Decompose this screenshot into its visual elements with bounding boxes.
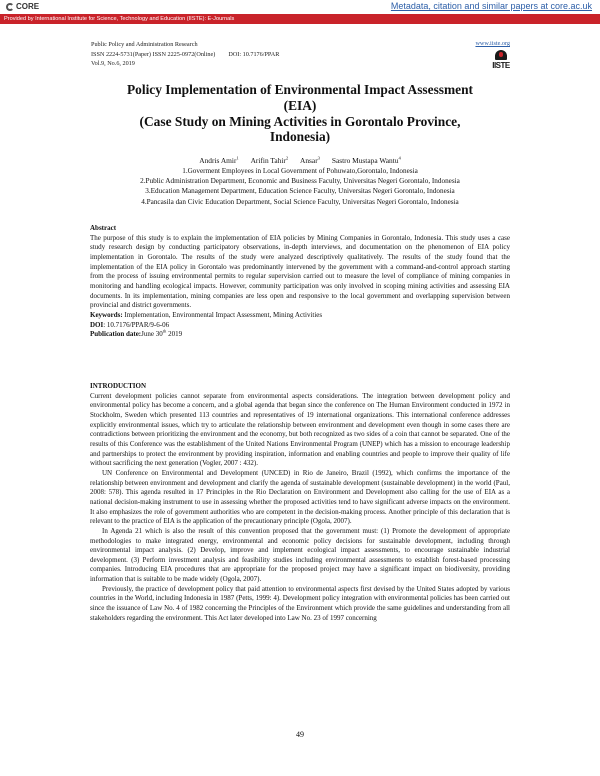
abstract-heading: Abstract [90, 224, 117, 232]
affiliation: 1.Goverment Employees in Local Government of Pohuwato,Gorontalo, Indonesia [182, 167, 418, 175]
iiste-url-link[interactable]: www.iiste.org [475, 40, 510, 47]
affiliation: 2.Public Administration Department, Economic and Business Faculty, Universitas Negeri Gorontalo, Indonesia [140, 177, 460, 186]
publication-date-year: 2019 [166, 330, 183, 339]
publication-date-label: Publication date: [90, 330, 142, 339]
affiliation-list [60, 166, 540, 207]
author: Andris Amir$^1$ [199, 155, 239, 165]
author-list [90, 156, 510, 166]
iiste-logo [492, 50, 510, 72]
page-number: 49 [296, 730, 304, 739]
author: Ansar$^3$ [300, 155, 320, 165]
body-paragraph: In Agenda 21 which is also the result of this convention proposed that the government must: (1) Promote the development of appropriate methodologies to make integrated energy, environmental and economic policy decisions for sustainable development, including through environmental impact analysis. (2) Develop, improve and implement ecological impact assessments, to encourage sustainable industrial development. (3) Perform investment analysis and feasibility studies including environmental assessments to establish forest-based processing companies. Introducing EIA procedures that are appropriate for the proposed project may have a significant impact on biodiversity, providing information that is suitable to be made widely (Ogola, 2007). [90, 526, 510, 584]
body-paragraph: Previously, the practice of development policy that paid attention to environmental aspects first devised by the United States adopted by various countries in the World, including Indonesia in 1987 (Petts, 1999: 4). Development policy integration with environmental policies has been carried out since the issuance of Law No. 4 of 1982 concerning the Principles of the Environment which provide the same guidelines and understanding from all stakeholders regarding the environment. This Act later developed into Law No. 23 of 1997 concerning [90, 584, 510, 622]
doi-label: DOI [90, 320, 104, 329]
journal-issn-line [91, 50, 279, 60]
affiliation: 4.Pancasila dan Civic Education Department, Social Science Faculty, Universitas Negeri Gorontalo, Indonesia [141, 197, 459, 206]
publication-date-suffix: th [162, 328, 167, 334]
core-logo-text: CORE [16, 2, 40, 11]
introduction-heading: INTRODUCTION [90, 382, 147, 390]
iiste-logo-icon [495, 50, 507, 60]
journal-header [91, 40, 279, 69]
journal-name: Public Policy and Administration Research [91, 41, 198, 48]
abstract-section [90, 224, 510, 340]
core-banner [0, 0, 600, 14]
abstract-text: The purpose of this study is to explain the implementation of EIA policies by Mining Companies in Gorontalo, Indonesia. This study uses a case study research design by conducting participatory observations, in-depth interviews, and documentation on the phenomenon of EIA policy implementation in Gorontalo. The results of the study were analyzed descriptively qualitatively. The results of the study found that the implementation of the EIA policy in Gorontalo was predominantly intervened by the government with a command-and-control approach starting from the process of issuing environmental permits to regular supervision carried out to measure the level of compliance of mining companies in monitoring and handling ecological impacts. However, community participation was only involved in scoping mining activities and assessing EIA documents. In its implementation, mining companies are less open and responsive to the local government and overlapping supervision between provincial and district governments. [90, 233, 510, 310]
core-logo-icon [6, 3, 14, 11]
title-line-2: (EIA) [283, 97, 317, 113]
journal-doi: DOI: 10.7176/PPAR [228, 50, 280, 58]
paper-title [80, 82, 520, 145]
provider-bar [0, 14, 600, 24]
author: Arifin Tahir$^2$ [250, 155, 289, 165]
title-line-3: (Case Study on Mining Activities in Gorontalo Province, [139, 113, 461, 129]
keywords-line [90, 311, 510, 321]
core-metadata-link[interactable]: Metadata, citation and similar papers at core.ac.uk [390, 1, 592, 11]
issn-print: ISSN 2224-5731(Paper) [91, 50, 151, 58]
title-line-1: Policy Implementation of Environmental Impact Assessment [126, 82, 474, 97]
body-paragraph: UN Conference on Environmental and Development (UNCED) in Rio de Janeiro, Brazil (1992), which confirms the importance of the relationship between environment and development and clarify the agenda of sustainable development (sustainable development) in the world (Paul, 2008: 578). This agenda resulted in 17 Principles in the Rio Declaration on Environment and Development also calling for the use of EIA as a national decision-making instrument to use in assessing whether the proposed activities tend to have significant adverse impacts on the environment. It also emphasizes the role of government authorities who are competent in the decision-making process. Another principle of this declaration that is relevant to the practice of EIA is the application of the precautionary principle (Ogola, 2007). [90, 468, 510, 526]
doi-value: : 10.7176/PPAR/9-6-06 [103, 320, 170, 329]
provider-text: Provided by International Institute for Science, Technology and Education (IISTE): E-Journals [4, 16, 235, 22]
body-paragraph: Current development policies cannot separate from environmental aspects considerations. The integration between development policy and environmental policy has become a concern, and a global agenda that began since the conference on The Human Environment conducted in 1972 in Stockholm, Sweden which presented 113 countries and representatives of 19 international organizations. This international conference addresses explicitly environmental issues, which try to articulate the relationship between environment and development even though in some cases there are contradictions between prioritizing the environment and the economy, but both recognized as two sides of a coin that cannot be separated. One of the results of this Conference was the establishment of the United Nations Environmental Program (UNEP) which has a mission to encourage leadership and partnerships to protect the environment by providing inspiration, information and enabling countries and people to improve their quality of life without sacrificing the next generation (Vogler, 2007 : 432). [90, 391, 510, 468]
publication-date-line [90, 330, 510, 340]
core-logo[interactable] [6, 2, 39, 11]
keywords-label: Keywords: [90, 310, 123, 319]
affiliation: 3.Education Management Department, Education Science Faculty, Universitas Negeri Gorontalo, Indonesia [145, 187, 455, 196]
issn-online: ISSN 2225-0972(Online) [152, 50, 216, 58]
keywords-text: Implementation, Environmental Impact Assessment, Mining Activities [122, 310, 323, 319]
publication-date-value: June 30 [141, 330, 163, 339]
journal-volume: Vol.9, No.6, 2019 [91, 60, 135, 68]
author: Sastro Mustapa Wantu$^4$ [331, 155, 401, 165]
title-line-4: Indonesia) [269, 129, 331, 145]
introduction-section [90, 382, 510, 623]
iiste-logo-text: IISTE [492, 61, 510, 70]
doi-line [90, 321, 510, 331]
